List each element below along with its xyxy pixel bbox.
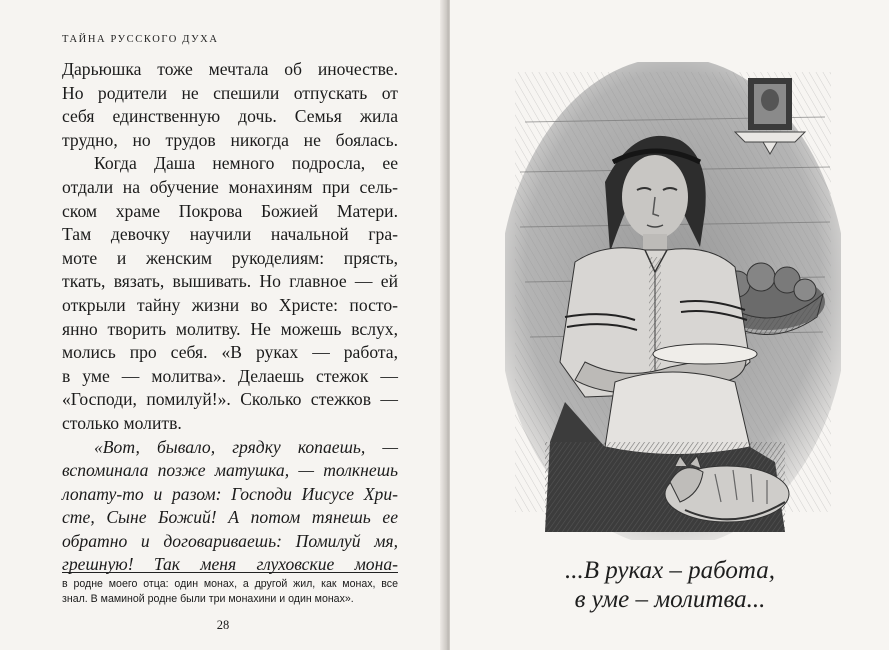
text-line: «Вот, бывало, грядку копаешь, —: [94, 436, 398, 457]
text-line: открыли тайну жизни во Христе: посто-: [62, 294, 398, 315]
text-line: вспоминала позже матушка, — толкнешь: [62, 460, 398, 481]
text-line: трудно, но трудов никогда не боялась.: [62, 129, 398, 150]
running-head: ТАЙНА РУССКОГО ДУХА: [62, 34, 219, 45]
text-line: обратно и договариваешь: Помилуй мя,: [62, 530, 398, 551]
text-line: сте, Сыне Божий! А потом тянешь ее: [62, 507, 398, 528]
footnote-divider: [62, 572, 398, 573]
illustration-caption-line-1: ...В руках – работа,: [564, 557, 776, 584]
footnote-line: в родне моего отца: один монах, а другой жил, как монах, все: [62, 578, 398, 590]
footnote: [62, 577, 398, 607]
text-line: Когда Даша немного подросла, ее: [94, 153, 398, 174]
text-line: моте и женским рукоделиям: прясть,: [62, 247, 398, 268]
footnote-line: знал. В маминой родне были три монахини и один монах».: [62, 593, 354, 605]
main-text: [62, 58, 398, 577]
text-line: Дарьюшка тоже мечтала об иночестве.: [62, 59, 398, 79]
text-line: лопату-то и разом: Господи Иисусе Хри-: [62, 483, 398, 504]
pencil-illustration: [505, 62, 841, 540]
text-line: отдали на обучение монахиням при сель-: [62, 176, 398, 197]
text-line: себя единственную дочь. Семья жила: [62, 106, 398, 127]
text-line: Но родители не спешили отпускать от: [62, 82, 398, 103]
text-line: грешную! Так меня глуховские мона-: [62, 554, 398, 575]
text-line: молись про себя. «В руках — работа,: [62, 342, 398, 363]
text-line: ском храме Покрова Божией Матери.: [62, 200, 398, 221]
text-line: Там девочку научили начальной гра-: [62, 224, 398, 245]
text-line: «Господи, помилуй!». Сколько стежков —: [62, 389, 398, 410]
text-line: в уме — молитва». Делаешь стежок —: [62, 365, 398, 386]
illustration-caption-line-2: в уме – молитва...: [574, 586, 766, 613]
text-line: столько молитв.: [62, 412, 182, 433]
page-number: 28: [216, 618, 230, 632]
text-line: ткать, вязать, вышивать. Но главное — ей: [62, 271, 398, 292]
text-line: янно творить молитву. Не можешь вслух,: [62, 318, 398, 339]
